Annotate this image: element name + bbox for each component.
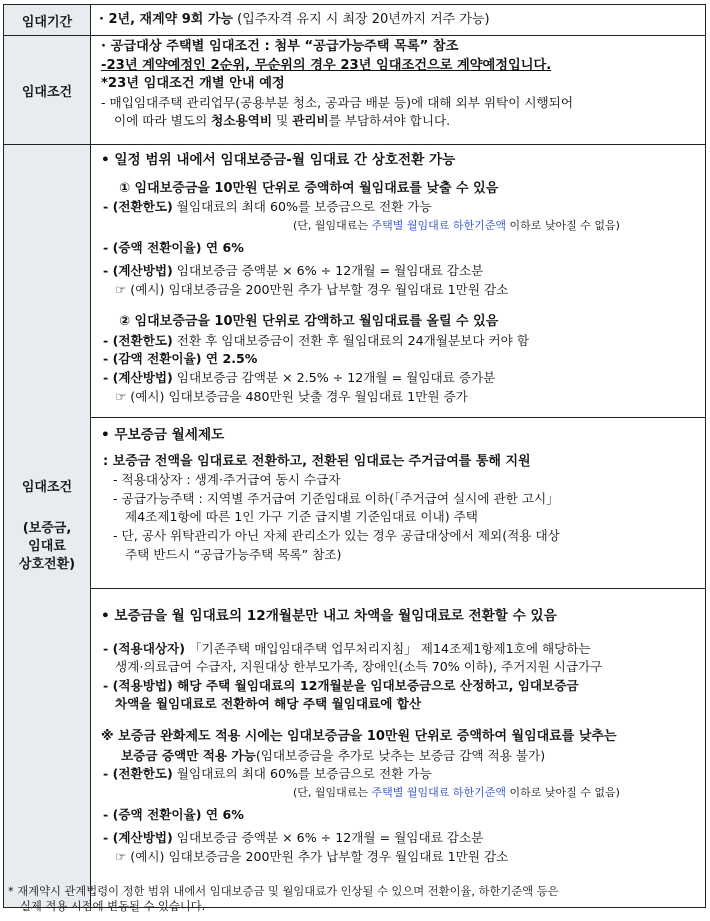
increase-deposit-heading: ① 임대보증금을 10만원 단위로 증액하여 월임대료를 낮출 수 있음 bbox=[119, 180, 499, 196]
relief-formula: - (계산방법) 임대보증금 증액분 × 6% ÷ 12개월 = 월임대료 감소분 bbox=[103, 829, 484, 845]
footnote-line-1: * 재계약시 관계법령이 정한 범위 내에서 임대보증금 및 월임대료가 인상될 수 있으며 전환이율, 하한기준액 등은 bbox=[8, 885, 559, 898]
decrease-deposit-heading: ② 임대보증금을 10만원 단위로 감액하고 월임대료를 올릴 수 있음 bbox=[119, 314, 499, 330]
no-deposit-summary: : 보증금 전액을 임대료로 전환하고, 전환된 임대료는 주거급여를 통해 지원 bbox=[103, 453, 531, 469]
rental-period-note: (입주자격 유지 시 최장 20년까지 거주 가능) bbox=[232, 11, 490, 27]
deposit-relief-heading: • 보증금을 월 임대료의 12개월분만 내고 차액을 월임대료로 전환할 수 있음 bbox=[101, 608, 557, 624]
relief-method: - (적용방법) 해당 주택 월임대료의 12개월분을 임대보증금으로 산정하고, 임대보증금 bbox=[103, 677, 579, 693]
footnote-line-2: 실제 적용 시점에 변동될 수 있습니다. bbox=[20, 900, 206, 913]
increase-formula: - (계산방법) 임대보증금 증액분 × 6% ÷ 12개월 = 월임대료 감소분 bbox=[103, 262, 484, 278]
conditions-line-4: - 매입임대주택 관리업무(공용부분 청소, 공과금 배분 등)에 대해 외부 위탁이 시행되어 bbox=[101, 94, 574, 110]
relief-target: - (적용대상자) 「기존주택 매입임대주택 업무처리지침」 제14조제1항제1호에 해당하는 bbox=[103, 640, 591, 656]
decrease-formula: - (계산방법) 임대보증금 감액분 × 2.5% ÷ 12개월 = 월임대료 증가분 bbox=[103, 369, 496, 385]
row-conversion-2 bbox=[4, 418, 706, 589]
conversion-section-1 bbox=[91, 145, 706, 418]
decrease-rate: - (감액 전환이율) 연 2.5% bbox=[103, 351, 258, 367]
relief-note-cont: 보증금 증액만 적용 가능(임대보증금을 추가로 낮추는 보증금 감액 적용 불가) bbox=[121, 747, 546, 763]
relief-example: ☞ (예시) 임대보증금을 200만원 추가 납부할 경우 월임대료 1만원 감소 bbox=[115, 848, 509, 864]
no-deposit-exclusion: - 단, 공사 위탁관리가 아닌 자체 관리소가 있는 경우 공급대상에서 제외(적용 대상 bbox=[113, 527, 560, 543]
rental-conditions-content bbox=[91, 36, 706, 145]
decrease-limit: - (전환한도) 전환 후 임대보증금이 전환 후 월임대료의 24개월분보다 커야 함 bbox=[103, 332, 529, 348]
label-rental-conditions: 임대조건 bbox=[4, 36, 91, 145]
rental-terms-table bbox=[3, 4, 706, 908]
increase-rate: - (증액 전환이율) 연 6% bbox=[103, 240, 244, 256]
row-rental-conditions bbox=[4, 36, 706, 145]
management-fee: 관리비 bbox=[292, 113, 329, 129]
row-rental-period bbox=[4, 5, 706, 36]
conversion-section-3 bbox=[91, 589, 706, 908]
conditions-line-1: · 공급대상 주택별 임대조건 : 첨부 “공급가능주택 목록” 참조 bbox=[101, 39, 459, 54]
footnote bbox=[8, 884, 704, 914]
no-deposit-exclusion-cont: 주택 반드시 “공급가능주택 목록” 참조) bbox=[125, 546, 342, 562]
conditions-line-5: 이에 따라 별도의 청소용역비 및 관리비를 부담하셔야 합니다. bbox=[114, 113, 451, 129]
rental-period-content bbox=[91, 5, 706, 36]
no-deposit-housing-cont: 제4조제1항에 따른 1인 가구 기준 급지별 기준임대료 이내) 주택 bbox=[125, 509, 478, 525]
cleaning-fee: 청소용역비 bbox=[211, 113, 272, 129]
conditions-line-2: -23년 계약예정인 2순위, 무순위의 경우 23년 임대조건으로 계약예정입니다. bbox=[101, 57, 552, 73]
no-deposit-housing: - 공급가능주택 : 지역별 주거급여 기준임대료 이하(「주거급여 실시에 관한 고시」 bbox=[113, 490, 559, 506]
relief-method-cont: 차액을 월임대료로 전환하여 해당 주택 월임대료에 합산 bbox=[115, 696, 422, 712]
no-deposit-target: - 적용대상자 : 생계·주거급여 동시 수급자 bbox=[113, 472, 341, 488]
row-conversion-3 bbox=[4, 589, 706, 908]
no-deposit-heading: • 무보증금 월세제도 bbox=[101, 427, 225, 443]
relief-rate: - (증액 전환이율) 연 6% bbox=[103, 807, 244, 823]
increase-example: ☞ (예시) 임대보증금을 200만원 추가 납부할 경우 월임대료 1만원 감소 bbox=[115, 281, 509, 297]
increase-limit-note: (단, 월임대료는 주택별 월임대료 하한기준액 이하로 낮아질 수 없음) bbox=[293, 218, 620, 232]
relief-note: ※ 보증금 완화제도 적용 시에는 임대보증금을 10만원 단위로 증액하여 월임대료를 낮추는 bbox=[101, 728, 617, 744]
relief-target-cont: 생계·의료급여 수급자, 지원대상 한부모가족, 장애인(소득 70% 이하), 주거지원 시급가구 bbox=[115, 659, 603, 675]
relief-limit-note: (단, 월임대료는 주택별 월임대료 하한기준액 이하로 낮아질 수 없음) bbox=[293, 785, 620, 799]
rental-period-main: · 2년, 재계약 9회 가능 bbox=[99, 11, 233, 27]
increase-limit: - (전환한도) 월임대료의 최대 60%를 보증금으로 전환 가능 bbox=[103, 199, 432, 215]
label-rental-period: 임대기간 bbox=[4, 5, 91, 36]
conversion-section-2 bbox=[91, 418, 706, 589]
label-conversion: 임대조건 (보증금, 임대료 상호전환) bbox=[4, 145, 91, 908]
relief-limit: - (전환한도) 월임대료의 최대 60%를 보증금으로 전환 가능 bbox=[103, 766, 432, 782]
decrease-example: ☞ (예시) 임대보증금을 480만원 낮출 경우 월임대료 1만원 증가 bbox=[115, 388, 468, 404]
conversion-s1-heading: • 일정 범위 내에서 임대보증금-월 임대료 간 상호전환 가능 bbox=[101, 152, 456, 168]
row-conversion-1 bbox=[4, 145, 706, 418]
conditions-line-3: *23년 임대조건 개별 안내 예정 bbox=[101, 76, 285, 92]
